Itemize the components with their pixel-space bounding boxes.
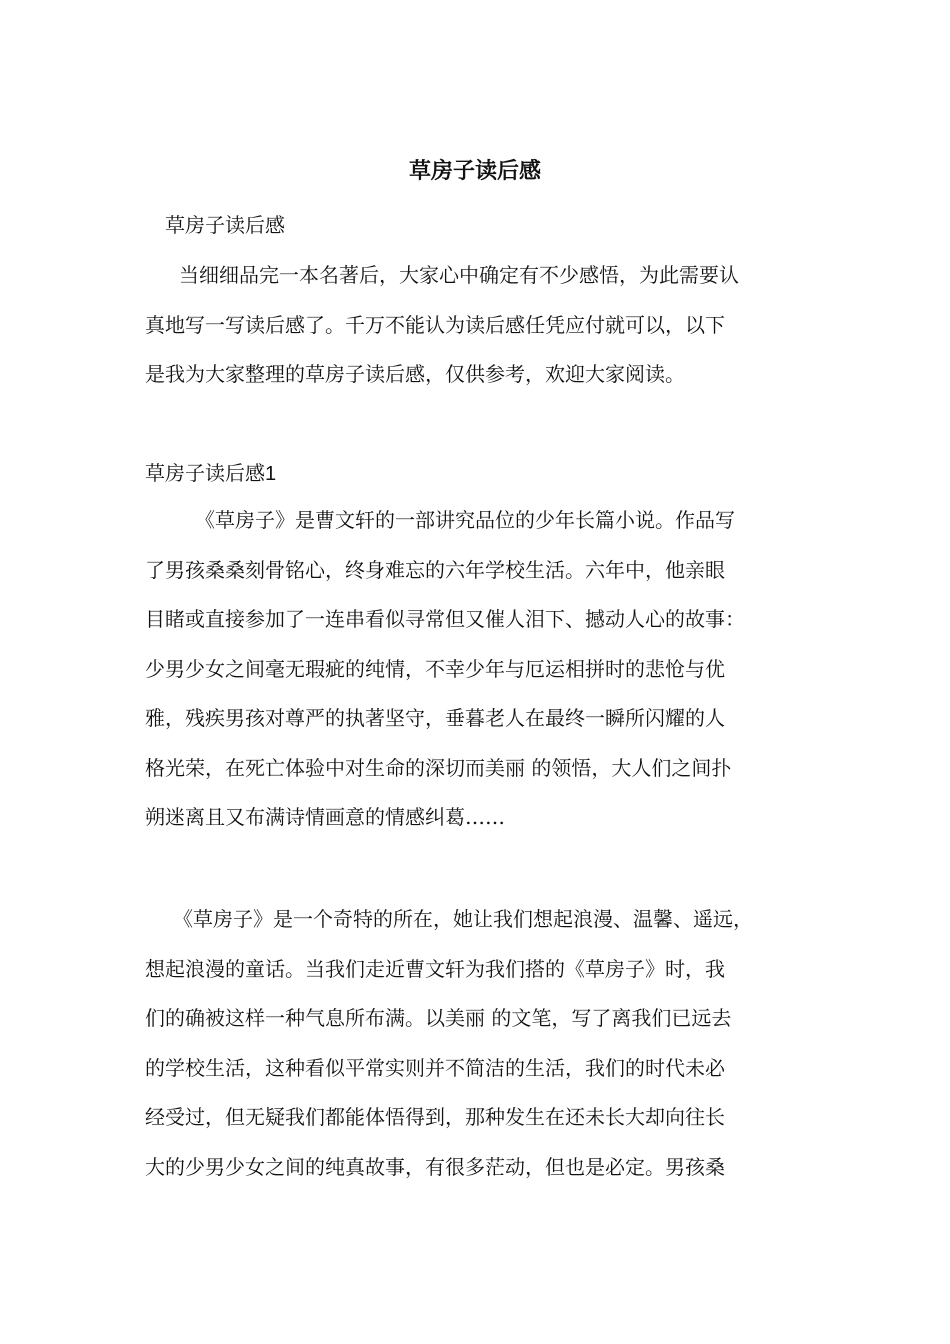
paragraph-line: 们的确被这样一种气息所布满。以美丽 的文笔，写了离我们已远去: [145, 1006, 732, 1030]
intro-line: 真地写一写读后感了。千万不能认为读后感任凭应付就可以，以下: [145, 312, 725, 337]
paragraph-line: 想起浪漫的童话。当我们走近曹文轩为我们搭的《草房子》时，我: [145, 956, 725, 981]
intro-line: 是我为大家整理的草房子读后感，仅供参考，欢迎大家阅读。: [145, 362, 685, 386]
paragraph-line: 的学校生活，这种看似平常实则并不简洁的生活，我们的时代未必: [145, 1055, 725, 1080]
paragraph-line: 经受过，但无疑我们都能体悟得到，那种发生在还未长大却向往长: [145, 1105, 725, 1129]
paragraph-line: 《草房子》是一个奇特的所在，她让我们想起浪漫、温馨、遥远，: [173, 907, 753, 931]
intro-line: 当细细品完一本名著后，大家心中确定有不少感悟，为此需要认: [179, 263, 739, 287]
paragraph-line: 大的少男少女之间的纯真故事，有很多茫动，但也是必定。男孩桑: [145, 1154, 725, 1179]
paragraph-2: [145, 895, 835, 1192]
paragraph-line: 目睹或直接参加了一连串看似寻常但又催人泪下、撼动人心的故事：: [145, 607, 745, 631]
paragraph-line: 《草房子》是曹文轩的一部讲究品位的少年长篇小说。作品写: [195, 508, 735, 532]
section-heading-number: 1: [265, 463, 277, 485]
paragraph-line: 雅，残疾男孩对尊严的执著坚守，垂暮老人在最终一瞬所闪耀的人: [145, 706, 725, 730]
paragraph-line: 朔迷离且又布满诗情画意的情感纠葛……: [145, 805, 505, 829]
section-heading-text: 草房子读后感: [145, 461, 265, 485]
section-heading: [145, 457, 276, 490]
paragraph-1: [145, 496, 835, 843]
paragraph-line: 了男孩桑桑刻骨铭心，终身难忘的六年学校生活。六年中，他亲眼: [145, 557, 725, 582]
document-subtitle: 草房子读后感: [165, 213, 285, 237]
paragraph-line: 格光荣，在死亡体验中对生命的深切而美丽 的领悟，大人们之间扑: [145, 755, 732, 780]
intro-paragraph: [145, 251, 835, 400]
paragraph-line: 少男少女之间毫无瑕疵的纯情，不幸少年与厄运相拼时的悲怆与优: [145, 656, 725, 681]
document-title: 草房子读后感: [408, 158, 541, 184]
